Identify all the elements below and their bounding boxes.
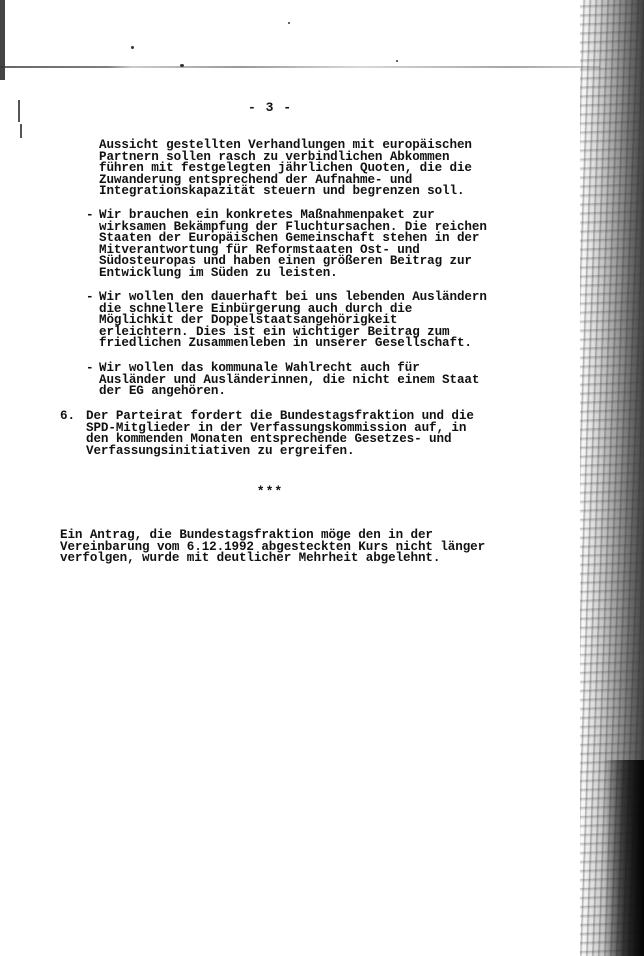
section-separator: *** — [256, 484, 284, 499]
closing-paragraph — [60, 530, 485, 565]
page-number: - 3 - — [247, 100, 292, 115]
text-line: Südosteuropas und haben einen größeren Beitrag zur — [99, 254, 472, 269]
text-line: Partnern sollen rasch zu verbindlichen Abkommen — [99, 149, 450, 164]
text-line: Wir wollen das kommunale Wahlrecht auch für — [99, 361, 420, 375]
text-line: erleichtern. Dies ist ein wichtiger Beitrag zum — [99, 324, 450, 339]
bullet-paragraph — [99, 210, 487, 280]
bullet-dash: - — [86, 208, 94, 222]
text-line: Verfassungsinitiativen zu ergreifen. — [86, 443, 355, 458]
text-line: den kommenden Monaten entsprechende Gesetzes- und — [86, 432, 452, 447]
text-line: Ausländer und Ausländerinnen, die nicht einem Staat — [99, 372, 480, 387]
text-line: Der Parteirat fordert die Bundestagsfraktion und die — [86, 409, 474, 423]
text-line: Zuwanderung entsprechend der Aufnahme- und — [99, 172, 413, 187]
text-line: Aussicht gestellten Verhandlungen mit europäischen — [99, 138, 472, 152]
item-number: 6. — [60, 409, 76, 423]
text-line: Entwicklung im Süden zu leisten. — [99, 265, 338, 280]
text-line: SPD-Mitglieder in der Verfassungskommission auf, in — [86, 420, 467, 435]
scan-edge-right-dark — [604, 760, 644, 956]
scan-edge-left — [0, 0, 5, 80]
scan-speck — [180, 64, 184, 67]
text-line: Ein Antrag, die Bundestagsfraktion möge den in der — [60, 528, 433, 542]
text-line: Möglichkit der Doppelstaatsangehörigkeit — [99, 313, 398, 328]
text-line: Vereinbarung vom 6.12.1992 abgesteckten Kurs nicht länger — [60, 539, 486, 554]
bullet-paragraph — [99, 363, 479, 398]
text-line: Wir brauchen ein konkretes Maßnahmenpaket zur — [99, 208, 435, 222]
text-line: verfolgen, wurde mit deutlicher Mehrheit abgelehnt. — [60, 551, 441, 566]
text-line: Integrationskapazität steuern und begrenzen soll. — [99, 184, 465, 199]
bullet-paragraph — [99, 292, 487, 350]
text-line: Mitverantwortung für Reformstaaten Ost- und — [99, 242, 420, 257]
text-line: Staaten der Europäischen Gemeinschaft stehen in der — [99, 231, 480, 246]
scan-speck — [288, 22, 290, 24]
bullet-dash: - — [86, 361, 94, 375]
text-line: wirksamen Bekämpfung der Fluchtursachen. Die reichen — [99, 219, 487, 234]
scan-speck — [131, 46, 134, 49]
intro-paragraph — [99, 140, 472, 198]
scan-top-rule — [0, 66, 600, 68]
text-line: führen mit festgelegten jährlichen Quoten, die die — [99, 161, 472, 176]
bullet-dash: - — [86, 290, 94, 304]
item-paragraph — [86, 411, 474, 457]
scan-mark — [20, 124, 22, 138]
text-line: die schnellere Einbürgerung auch durch die — [99, 301, 413, 316]
text-line: der EG angehören. — [99, 384, 226, 399]
scan-speck — [396, 60, 398, 62]
text-line: friedlichen Zusammenleben in unserer Gesellschaft. — [99, 336, 472, 351]
text-line: Wir wollen den dauerhaft bei uns lebenden Ausländern — [99, 290, 487, 304]
